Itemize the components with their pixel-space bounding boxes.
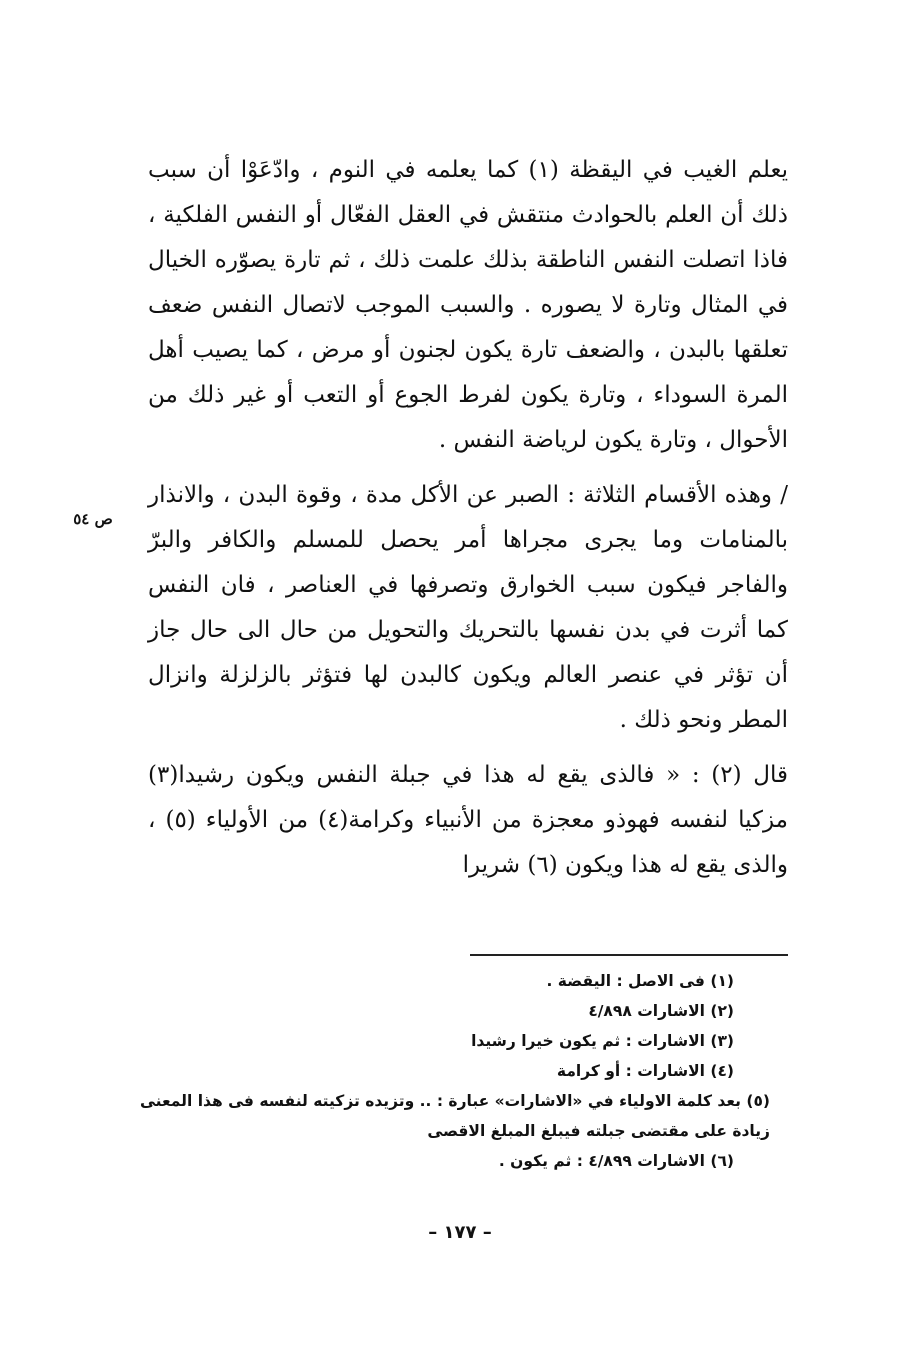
paragraph-3: قال (٢) : « فالذى يقع له هذا في جبلة النفس ويكون رشيدا(٣) مزكيا لنفسه فهوذو معجزة من الأنبياء وكرامة(٤) من الأولياء (٥) ، والذى يقع له هذا ويكون (٦) شريرا — [148, 762, 788, 878]
footnote-5: (٥) بعد كلمة الاولياء في «الاشارات» عبارة : .. وتزيده تزكيته لنفسه فى هذا المعنى زيادة على مقتضى جبلته فيبلغ المبلغ الاقصى — [140, 1092, 770, 1140]
footnote-1: (١) فى الاصل : اليقضة . — [546, 972, 734, 990]
main-text — [148, 148, 788, 888]
footnote-4: (٤) الاشارات : أو كرامة — [556, 1062, 734, 1080]
margin-page-reference: ص ٥٤ — [73, 510, 113, 528]
paragraph-2: / وهذه الأقسام الثلاثة : الصبر عن الأكل مدة ، وقوة البدن ، والانذار بالمنامات وما يجرى مجراها أمر يحصل للمسلم والكافر والبرّ والفاجر فيكون سبب الخوارق وتصرفها في العناصر ، فان النفس كما أثرت في بدن نفسها بالتحريك والتحويل من حال الى حال جاز أن تؤثر في عنصر العالم ويكون كالبدن لها فتؤثر بالزلزلة وانزال المطر ونحو ذلك . — [148, 482, 788, 733]
footnote-2: (٢) الاشارات ٤/٨٩٨ — [588, 1002, 734, 1020]
footnote-divider — [470, 954, 788, 956]
paragraph-1: يعلم الغيب في اليقظة (١) كما يعلمه في النوم ، وادّعَوْا أن سبب ذلك أن العلم بالحوادث منتقش في العقل الفعّال أو النفس الفلكية ، فاذا اتصلت النفس الناطقة بذلك علمت ذلك ، ثم تارة يصوّره الخيال في المثال وتارة لا يصوره . والسبب الموجب لاتصال النفس ضعف تعلقها بالبدن ، والضعف تارة يكون لجنون أو مرض ، كما يصيب أهل المرة السوداء ، وتارة يكون لفرط الجوع أو التعب أو غير ذلك من الأحوال ، وتارة يكون لرياضة النفس . — [148, 157, 788, 453]
footnote-3: (٣) الاشارات : ثم يكون خيرا رشيدا — [471, 1032, 734, 1050]
page-number: – ١٧٧ – — [428, 1222, 492, 1243]
footnote-6: (٦) الاشارات ٤/٨٩٩ : ثم يكون . — [498, 1152, 734, 1170]
footnotes — [140, 966, 770, 1176]
